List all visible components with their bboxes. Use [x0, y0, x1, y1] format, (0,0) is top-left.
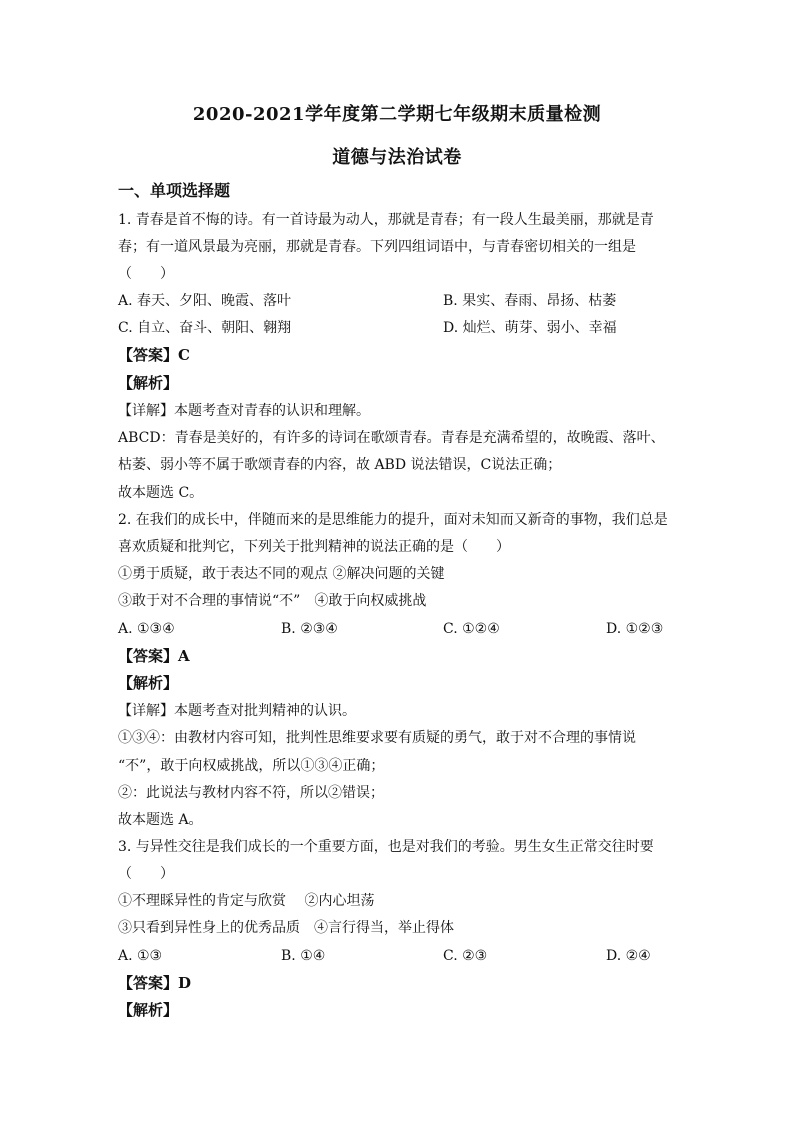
- q2-explanation-line3: ②：此说法与教材内容不符，所以②错误；: [118, 785, 384, 801]
- q1-conclusion: 故本题选 C。: [118, 485, 204, 501]
- q2-option-b: B. ②③④: [281, 621, 338, 637]
- q1-explanation-line1: ABCD：青春是美好的，有许多的诗词在歌颂青春。青春是充满希望的，故晚霞、落叶、: [118, 430, 665, 446]
- q1-stem-line3: （ ）: [118, 266, 174, 282]
- exam-title: 2020-2021学年度第二学期七年级期末质量检测: [192, 104, 602, 125]
- q3-stem-line2: （ ）: [118, 866, 174, 882]
- q1-detail: 【详解】本题考查对青春的认识和理解。: [118, 403, 370, 419]
- q2-conclusion: 故本题选 A。: [118, 812, 203, 828]
- q2-analysis-label: 【解析】: [118, 674, 179, 692]
- q2-item-line2: ③敢于对不合理的事情说“不” ④敢于向权威挑战: [118, 593, 427, 609]
- q3-analysis-label: 【解析】: [118, 1001, 179, 1019]
- q2-option-c: C. ①②④: [443, 621, 500, 637]
- exam-subtitle: 道德与法治试卷: [332, 147, 462, 168]
- q1-explanation-line2: 枯萎、弱小等不属于歌颂青春的内容，故 ABD 说法错误，C说法正确；: [118, 457, 562, 473]
- q1-option-a: A. 春天、夕阳、晚霞、落叶: [118, 293, 292, 309]
- q2-explanation-line2: “不”，敢于向权威挑战，所以①③④正确；: [118, 758, 385, 774]
- q2-stem-line2: 喜欢质疑和批判它，下列关于批判精神的说法正确的是（ ）: [118, 539, 510, 555]
- q1-stem-line2: 春；有一道风景最为亮丽，那就是青春。下列四组词语中，与青春密切相关的一组是: [118, 239, 636, 255]
- q3-option-a: A. ①③: [118, 948, 163, 964]
- q3-option-d: D. ②④: [606, 948, 651, 964]
- q2-item-line1: ①勇于质疑，敢于表达不同的观点 ②解决问题的关键: [118, 566, 445, 582]
- q2-answer: 【答案】A: [118, 647, 190, 665]
- q3-answer: 【答案】D: [118, 974, 192, 992]
- q2-stem-line1: 2. 在我们的成长中，伴随而来的是思维能力的提升，面对未知而又新奇的事物，我们总是: [118, 512, 668, 528]
- q3-stem-line1: 3. 与异性交往是我们成长的一个重要方面，也是对我们的考验。男生女生正常交往时要: [118, 839, 654, 855]
- q1-option-d: D. 灿烂、萌芽、弱小、幸福: [443, 320, 617, 336]
- q1-stem-line1: 1. 青春是首不悔的诗。有一首诗最为动人，那就是青春；有一段人生最美丽，那就是青: [118, 212, 654, 228]
- q3-option-b: B. ①④: [281, 948, 326, 964]
- q2-option-a: A. ①③④: [118, 621, 175, 637]
- section-heading: 一、单项选择题: [118, 181, 231, 200]
- q2-option-d: D. ①②③: [606, 621, 664, 637]
- q3-option-c: C. ②③: [443, 948, 488, 964]
- q2-explanation-line1: ①③④：由教材内容可知，批判性思维要求要有质疑的勇气，敢于对不合理的事情说: [118, 730, 636, 746]
- q1-answer: 【答案】C: [118, 346, 190, 364]
- q3-item-line1: ①不理睬异性的肯定与欣赏 ②内心坦荡: [118, 893, 375, 909]
- q1-analysis-label: 【解析】: [118, 374, 179, 392]
- q2-detail: 【详解】本题考查对批判精神的认识。: [118, 703, 356, 719]
- q1-option-b: B. 果实、春雨、昂扬、枯萎: [443, 293, 617, 309]
- q1-option-c: C. 自立、奋斗、朝阳、翱翔: [118, 320, 292, 336]
- q3-item-line2: ③只看到异性身上的优秀品质 ④言行得当，举止得体: [118, 920, 454, 936]
